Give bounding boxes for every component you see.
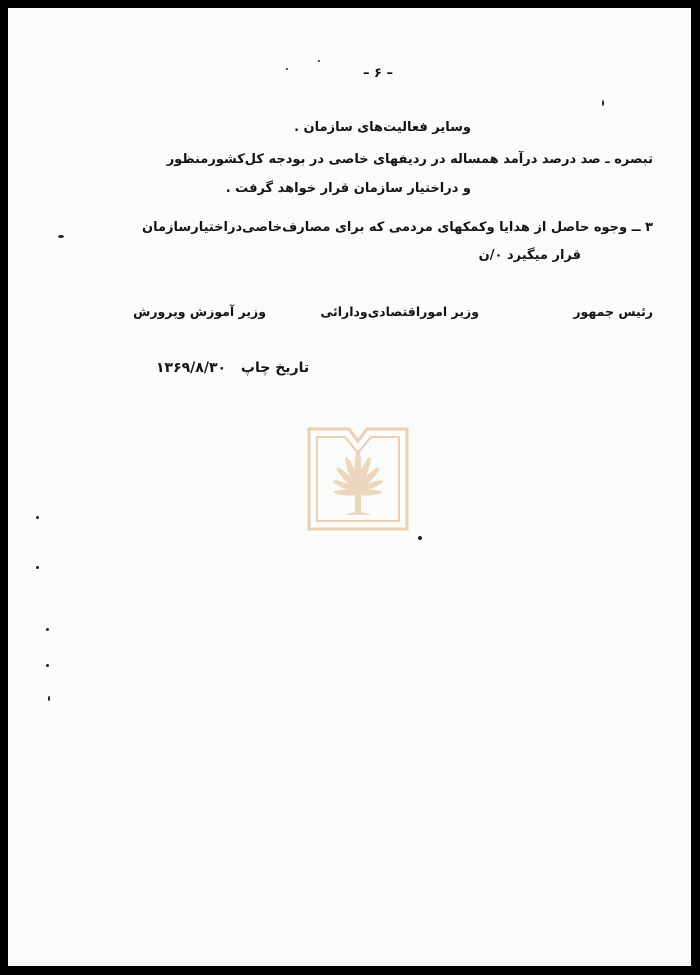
text-line-3: و دراختیار سازمان قرار خواهد گرفت . <box>225 181 471 196</box>
library-watermark <box>305 425 411 533</box>
print-date-label: تاریخ چاپ <box>240 360 310 376</box>
text-line-1: وسایر فعالیت‌های سازمان . <box>294 120 471 135</box>
signatory-president: رئیس جمهور <box>573 304 653 319</box>
scan-speck <box>48 696 50 701</box>
book-tree-logo-icon <box>305 425 411 533</box>
scan-speck <box>286 68 288 70</box>
text-line-5: قرار میگیرد ۰/ن <box>478 248 581 263</box>
scan-speck <box>58 235 64 238</box>
print-date-value: ۱۳۶۹/۸/۳۰ <box>156 360 227 376</box>
signatory-education-minister: وزیر آموزش وپرورش <box>133 304 266 319</box>
text-line-2: تبصره ـ صد درصد درآمد همساله در ردیفهای خاصی در بودجه کل‌کشورمنظور <box>166 152 653 167</box>
scan-speck <box>36 566 39 569</box>
document-page <box>8 8 691 966</box>
scan-speck <box>46 628 49 631</box>
scan-speck <box>418 536 422 540</box>
scan-speck <box>46 664 49 667</box>
print-date <box>156 360 309 376</box>
scan-speck <box>318 60 320 62</box>
text-line-4: ۳ ــ وجوه حاصل از هدایا وکمکهای مردمی که برای مصارف‌خاصی‌دراختیارسازمان <box>142 220 653 235</box>
signatory-economy-minister: وزیر اموراقتصادی‌ودارائی <box>320 304 479 319</box>
page-number: – ۶ – <box>363 66 393 81</box>
scan-speck <box>602 100 604 106</box>
scan-speck <box>36 516 39 519</box>
